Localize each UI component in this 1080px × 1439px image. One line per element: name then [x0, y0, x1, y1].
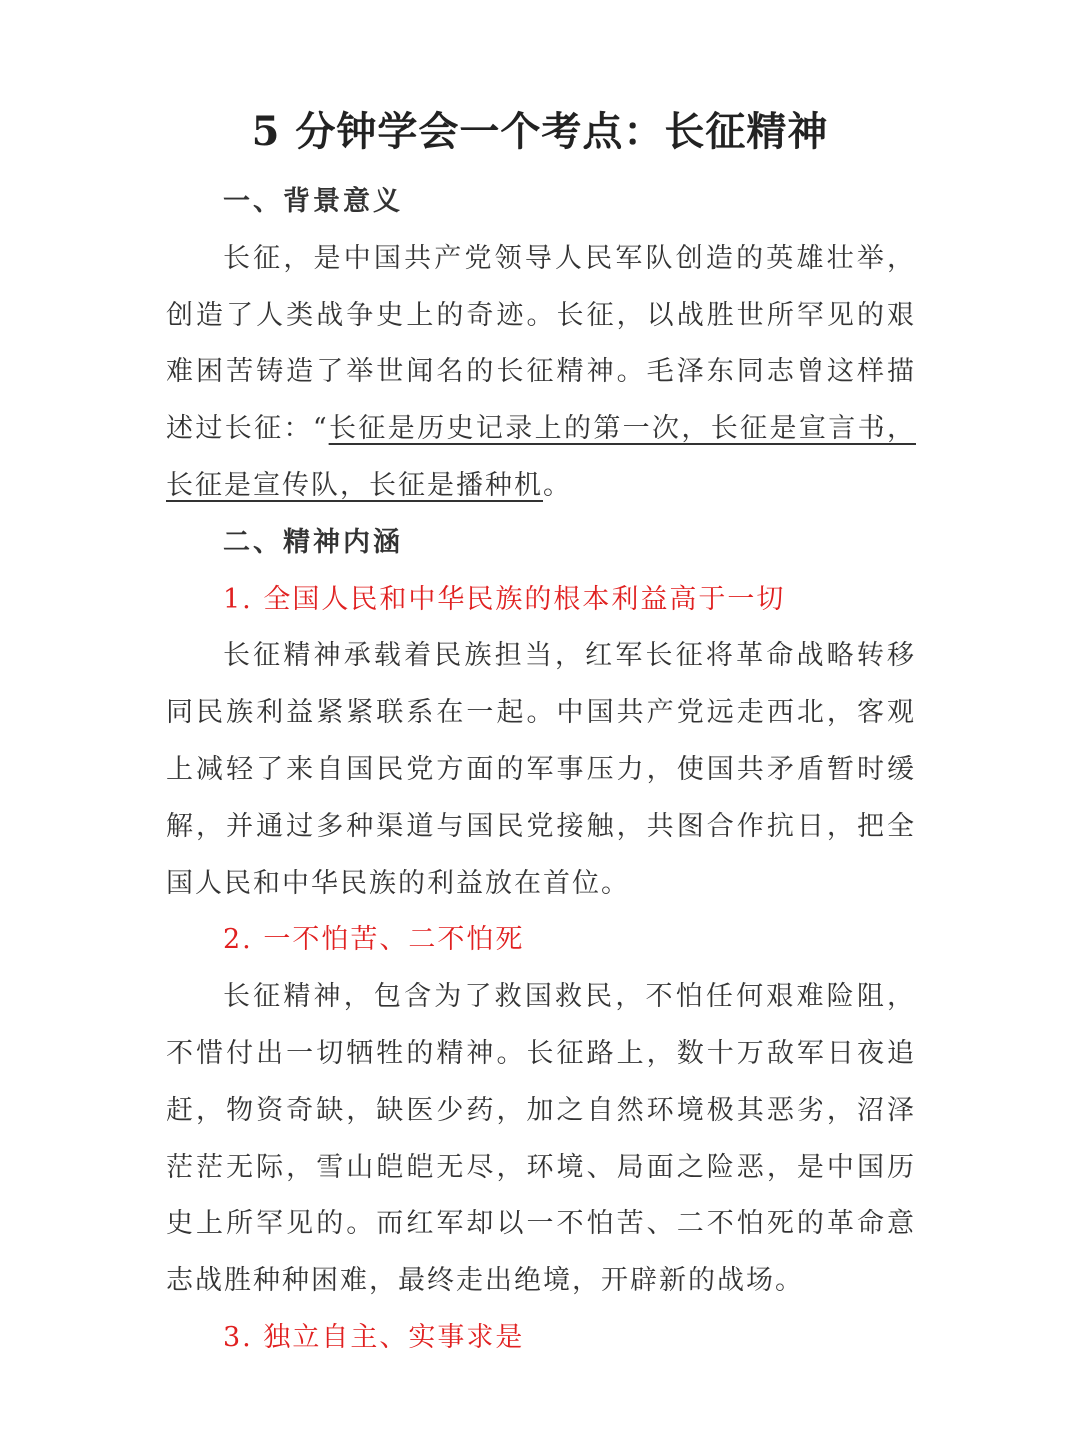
point-text-1: 长征精神承载着民族担当，红军长征将革命战略转移同民族利益紧紧联系在一起。中国共产党远走西北，客观上减轻了来自国民党方面的军事压力，使国共矛盾暂时缓解，并通过多种渠道与国民党接触，共图合作抗日，把全国人民和中华民族的利益放在首位。	[166, 640, 916, 899]
section-heading-connotation: 二、精神内涵	[223, 526, 403, 558]
document-body	[166, 174, 916, 1367]
underlined-quote: 长征是历史记录上的第一次，长征是宣言书，长征是宣传队，长征是播种机	[166, 413, 916, 501]
point-title-3: 3. 独立自主、实事求是	[223, 1321, 525, 1353]
point-title-2: 2. 一不怕苦、二不怕死	[223, 924, 525, 956]
page-title: 5 分钟学会一个考点：长征精神	[251, 108, 829, 155]
section-heading-background: 一、背景意义	[223, 186, 403, 217]
background-paragraph	[166, 231, 916, 515]
point-text-2: 长征精神，包含为了救国救民，不怕任何艰难险阻，不惜付出一切牺牲的精神。长征路上，数十万敌军日夜追赶，物资奇缺，缺医少药，加之自然环境极其恶劣，沼泽茫茫无际，雪山皑皑无尽，环境、局面之险恶，是中国历史上所罕见的。而红军却以一不怕苦、二不怕死的革命意志战胜种种困难，最终走出绝境，开辟新的战场。	[166, 981, 916, 1297]
background-text: 长征，是中国共产党领导人民军队创造的英雄壮举，创造了人类战争史上的奇迹。长征，以战胜世所罕见的艰难困苦铸造了举世闻名的长征精神。毛泽东同志曾这样描述过长征：“	[166, 242, 916, 445]
point-title-1: 1. 全国人民和中华民族的根本利益高于一切	[223, 583, 786, 615]
background-text-end: 。	[543, 469, 572, 501]
